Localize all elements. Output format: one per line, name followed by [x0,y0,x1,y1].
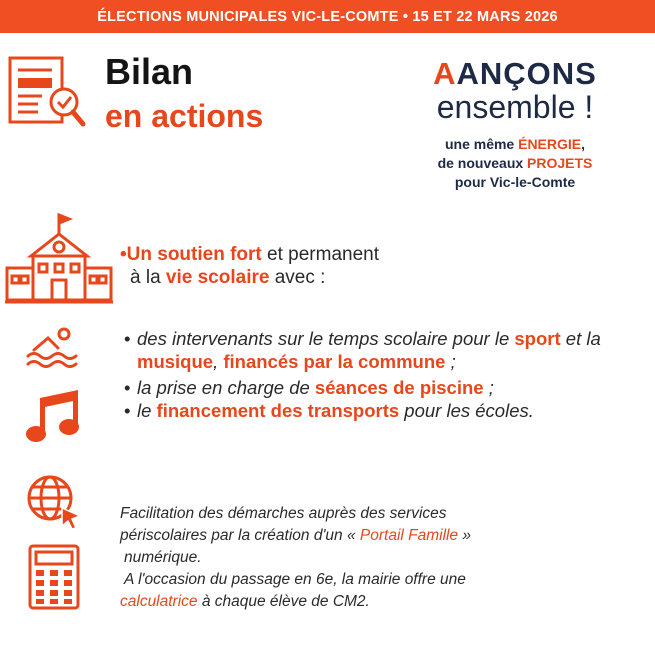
list-item [124,376,624,399]
school-text: et permanent [261,244,380,265]
list-highlight: sport [514,328,561,349]
swimmer-icon [26,326,82,370]
portal-text: périscolaires par la création d'un « [120,527,360,544]
bullet: • [124,400,131,421]
tagline-highlight-projets: PROJETS [527,155,593,171]
document-check-icon [8,56,88,136]
list-text: ; [445,351,456,372]
portal-text: numérique. [124,549,202,566]
school-text: avec : [269,267,326,288]
title-en-actions: en actions [105,98,264,134]
brand-name-line2: ensemble ! [436,89,594,125]
list-highlight: financement des transports [156,400,400,421]
list-text: la prise en charge de [137,377,315,398]
list-highlight: financés par la commune [223,351,446,372]
bullet: • [120,244,127,265]
portal-text: Facilitation des démarches auprès des services [120,505,447,522]
globe-cursor-icon [26,474,82,530]
brand-name-rest: ANÇONS [456,56,597,91]
school-highlight: Un soutien fort [126,244,262,265]
school-highlight: vie scolaire [165,267,270,288]
list-item [124,399,624,422]
list-text: ; [483,377,494,398]
brand-logo [390,56,640,124]
list-text: , [213,351,224,372]
brand-name-mark: A [433,56,457,91]
bullet: • [124,328,131,349]
tagline-text: , [581,136,586,152]
school-support-text [120,243,379,289]
portal-famille-highlight: Portail Famille [359,527,459,544]
portal-paragraph [120,503,640,613]
bullet: • [124,377,131,398]
brand-tagline [400,135,630,192]
school-building-icon [5,212,113,304]
portal-text: » [458,527,472,544]
tagline-text: une même [444,136,519,152]
calculator-highlight: calculatrice [120,593,198,610]
tagline-highlight-energie: ÉNERGIE [518,136,582,152]
brand-name [390,56,640,92]
title-bilan: Bilan [105,51,194,92]
tagline-text: de nouveaux [437,155,528,171]
school-actions-list [124,327,624,422]
list-highlight: musique [137,351,214,372]
music-note-icon [26,390,82,444]
calculator-icon [28,544,80,610]
election-banner: ÉLECTIONS MUNICIPALES VIC-LE-COMTE • 15 ET 22 MARS 2026 [0,0,655,33]
portal-text: à chaque élève de CM2. [197,593,370,610]
tagline-text: pour Vic-le-Comte [454,174,576,190]
list-text: pour les écoles. [399,400,534,421]
list-text: le [137,400,157,421]
school-text: à la [130,267,166,288]
list-text: et la [560,328,601,349]
list-highlight: séances de piscine [314,377,484,398]
portal-text: A l'occasion du passage en 6e, la mairie offre une [124,571,466,588]
list-item [124,327,624,373]
list-text: des intervenants sur le temps scolaire pour le [137,328,515,349]
